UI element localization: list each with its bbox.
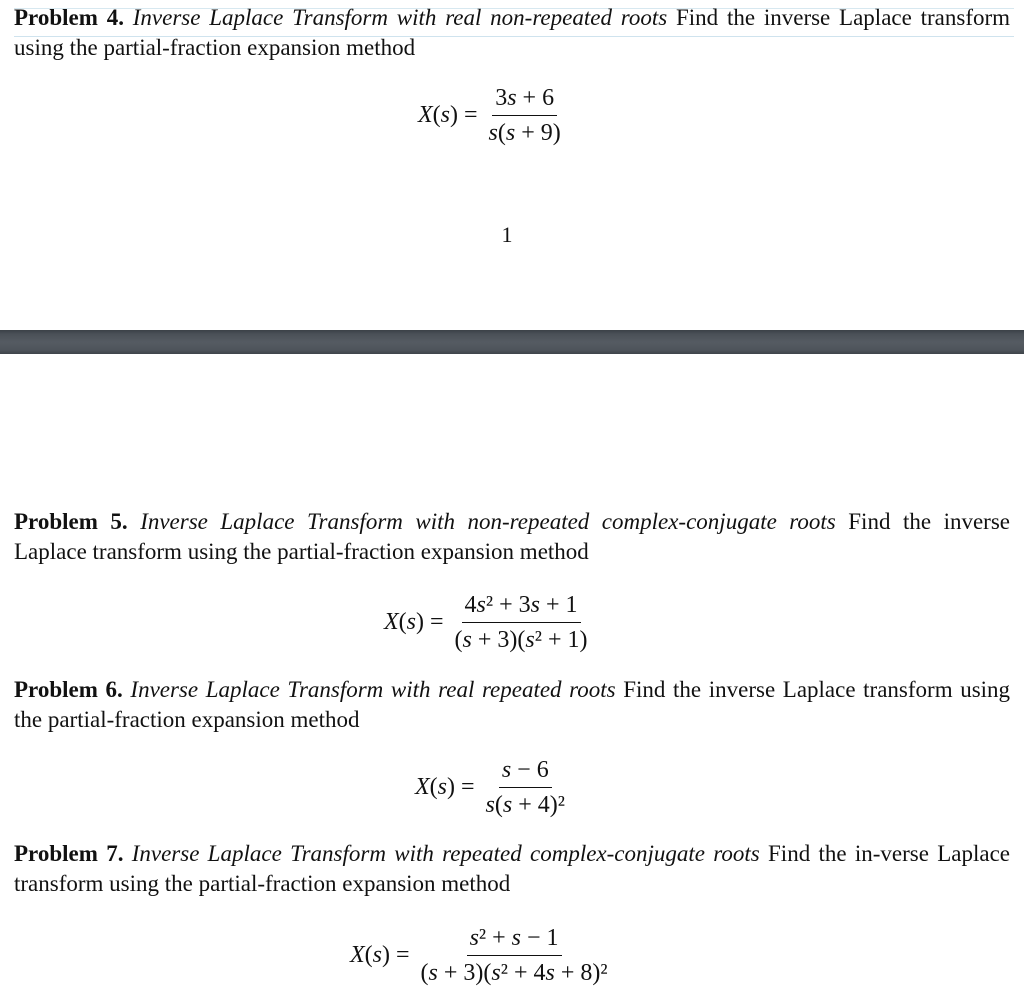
equation-fraction xyxy=(452,590,591,655)
equation-numerator: s − 6 xyxy=(499,755,552,788)
problem-text: Find the inverse Laplace transform using the partial-fraction expansion method xyxy=(14,677,1011,732)
problem-text: Find the inverse Laplace transform using the partial-fraction expansion method xyxy=(14,509,1010,564)
problem-title: Inverse Laplace Transform with non-repeated complex-conjugate roots xyxy=(140,509,836,534)
equation-lhs: X(s) = xyxy=(350,942,410,968)
page-number: 1 xyxy=(501,222,513,247)
equation-denominator: (s + 3)(s² + 4s + 8)² xyxy=(420,960,608,986)
problem-text: Find the inverse Laplace transform using the partial-fraction expansion method xyxy=(14,5,1011,60)
problem-label: Problem xyxy=(14,841,98,866)
problem-title: Inverse Laplace Transform with repeated complex-conjugate roots xyxy=(131,841,760,866)
equation-numerator: 3s + 6 xyxy=(492,83,557,116)
problem-number: 5. xyxy=(110,509,128,534)
problem-number: 4. xyxy=(106,5,124,30)
problem-5-equation xyxy=(384,590,591,655)
equation-fraction xyxy=(486,83,564,148)
problem-number: 6. xyxy=(105,677,123,702)
equation-fraction xyxy=(418,923,611,988)
equation-lhs: X(s) = xyxy=(384,609,444,635)
document-page-1 xyxy=(0,0,1024,330)
problem-label: Problem xyxy=(14,5,98,30)
equation-fraction xyxy=(483,755,568,820)
problem-4-statement xyxy=(14,3,1010,63)
equation-denominator: (s + 3)(s² + 1) xyxy=(454,627,588,653)
equation-denominator: s(s + 9) xyxy=(488,120,561,146)
equation-lhs: X(s) = xyxy=(415,774,475,800)
document-page-2 xyxy=(0,354,1024,995)
problem-number: 7. xyxy=(106,841,124,866)
problem-title: Inverse Laplace Transform with real non-repeated roots xyxy=(132,5,668,30)
problem-label: Problem xyxy=(14,509,98,534)
problem-4-equation xyxy=(418,83,564,148)
problem-text: Find the in-verse Laplace transform using the partial-fraction expansion method xyxy=(14,841,1010,896)
problem-7-equation xyxy=(350,923,611,988)
problem-label: Problem xyxy=(14,677,98,702)
problem-7-statement xyxy=(14,839,1010,899)
equation-numerator: 4s² + 3s + 1 xyxy=(462,590,581,623)
page-separator xyxy=(0,330,1024,354)
equation-denominator: s(s + 4)² xyxy=(485,792,565,818)
problem-5-statement xyxy=(14,507,1010,567)
problem-6-equation xyxy=(415,755,568,820)
equation-numerator: s² + s − 1 xyxy=(467,923,562,956)
problem-title: Inverse Laplace Transform with real repeated roots xyxy=(130,677,616,702)
problem-6-statement xyxy=(14,675,1010,735)
equation-lhs: X(s) = xyxy=(418,102,478,128)
